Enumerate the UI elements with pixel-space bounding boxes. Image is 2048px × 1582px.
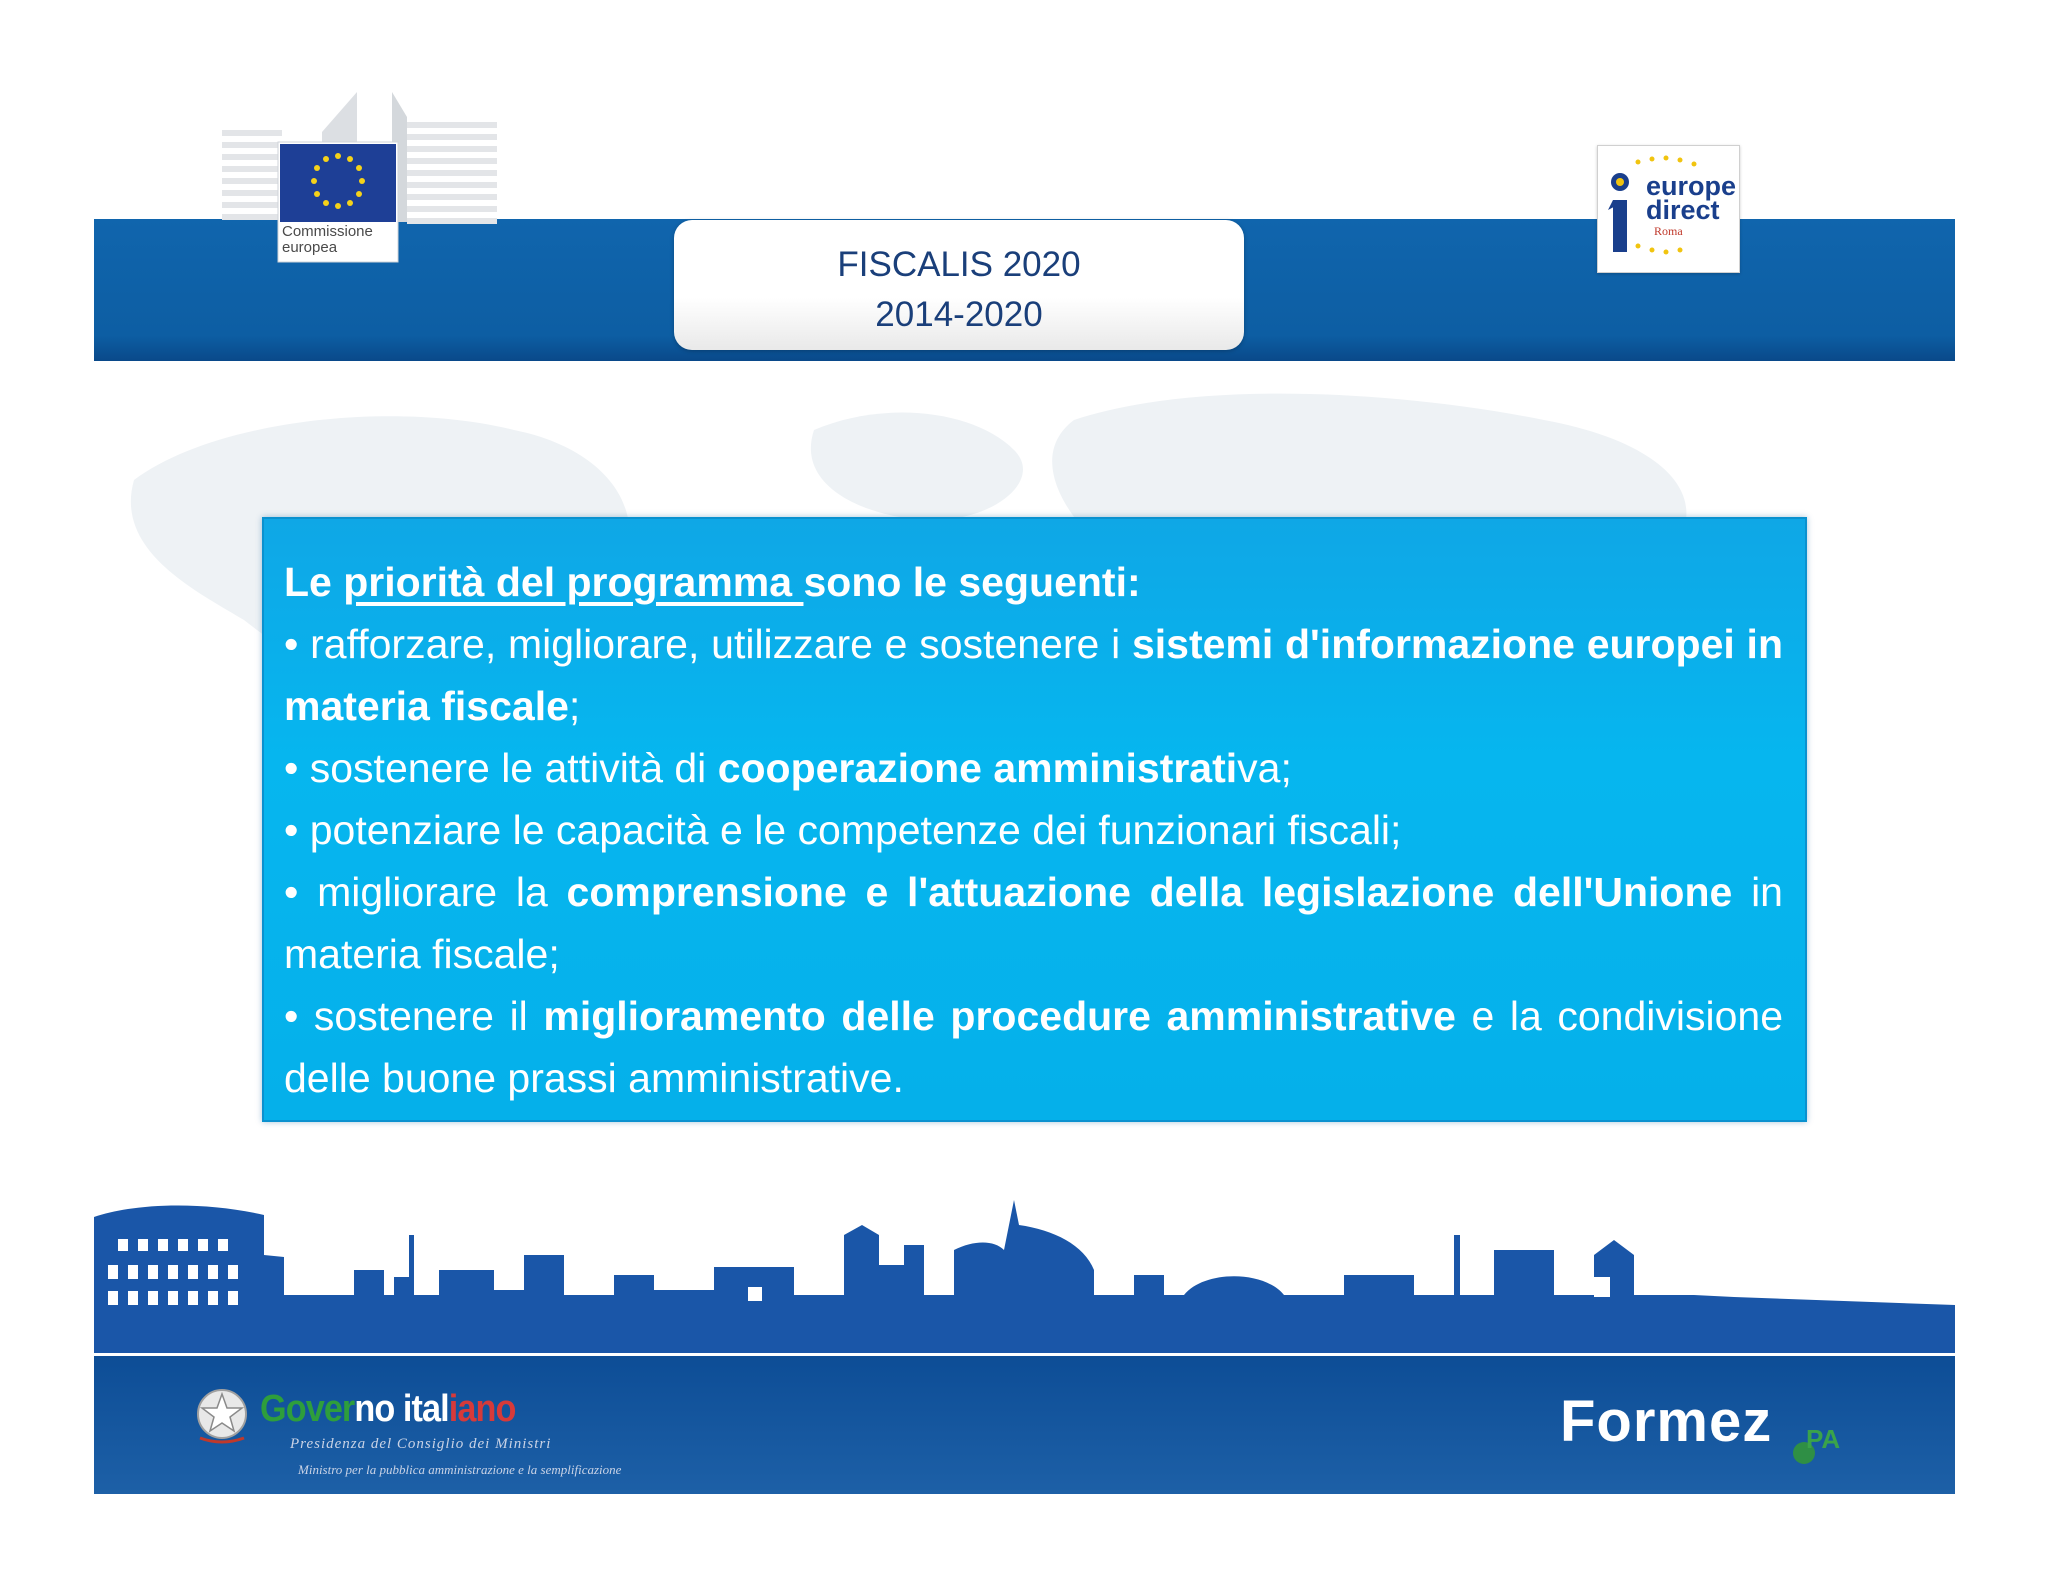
gov-part3: iano [448,1388,516,1430]
formez-wordmark: Formez [1560,1389,1773,1454]
ed-logo-line1: europe [1646,171,1737,201]
item-4-bold: comprensione e l'attuazione della legislazione dell'Unione [566,869,1733,915]
title-line1: FISCALIS 2020 [837,245,1081,284]
priority-item-3 [284,799,1783,861]
europe-direct-logo [1597,145,1740,273]
ec-logo-line1: Commissione [282,223,373,240]
ec-logo-label [282,224,394,256]
title-line2: 2014-2020 [875,295,1043,334]
ec-logo-line2: europea [282,239,338,256]
gov-subtitle-1: Presidenza del Consiglio dei Ministri [290,1436,552,1452]
rome-skyline-illustration [94,1195,1955,1355]
priorities-heading [284,551,1783,613]
priority-item-4 [284,861,1783,985]
heading-suffix: sono le seguenti: [803,559,1141,605]
item-4-text: • migliorare la [284,869,567,915]
priority-item-2 [284,737,1783,799]
gov-subtitle-2: Ministro per la pubblica amministrazione e la semplificazione [298,1462,622,1477]
item-5-bold: miglioramento delle procedure amministrative [543,993,1456,1039]
gov-part2: no ital [354,1388,449,1430]
italian-emblem-icon [194,1386,250,1448]
formez-suffix: PA [1806,1424,1841,1454]
item-3-text: • potenziare le capacità e le competenze dei funzionari fiscali; [284,807,1402,853]
priorities-box [262,517,1807,1122]
title-box [674,220,1244,350]
priority-item-1 [284,613,1783,737]
priority-item-5 [284,985,1783,1109]
governo-italiano-wordmark [260,1388,515,1431]
item-2-tail: va; [1237,745,1292,791]
ed-logo-line3: Roma [1654,224,1683,238]
item-5-text: • sostenere il [284,993,544,1039]
ed-logo-line2: direct [1646,195,1720,225]
item-1-text: • rafforzare, migliorare, utilizzare e sostenere i [284,621,1132,667]
item-1-bold: sistemi d'informazione europei in materia fiscale [284,621,1783,729]
item-2-bold: cooperazione amministrati [717,745,1238,791]
item-1-tail: ; [568,683,581,729]
formez-pa-logo [1560,1388,1841,1455]
gov-part1: Gover [260,1388,355,1430]
item-4-tail: in materia fiscale; [284,869,1783,977]
heading-prefix: Le [284,559,344,605]
heading-underlined: priorità del programma [343,559,804,605]
item-2-text: • sostenere le attività di [284,745,718,791]
item-5-tail: e la condivisione delle buone prassi amministrative. [284,993,1783,1101]
